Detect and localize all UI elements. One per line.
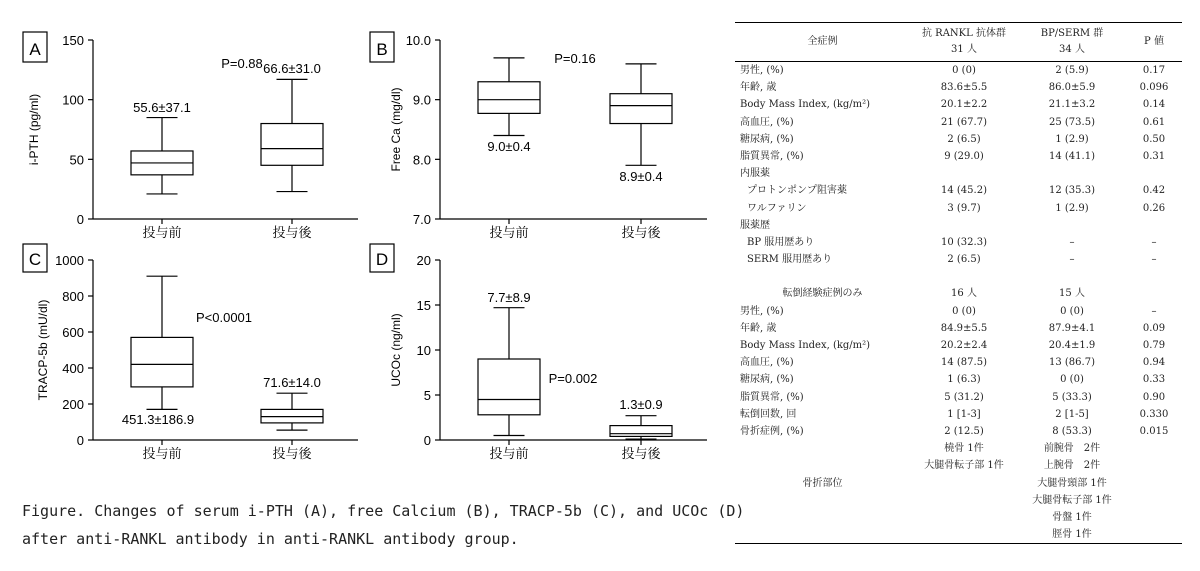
- table-cell-c1: 5 (31.2): [944, 391, 984, 403]
- table-cell-c3: 0.79: [1142, 340, 1166, 351]
- y-tick-label: 20: [416, 253, 431, 268]
- box-iqr: [131, 337, 193, 387]
- table-cell-c0: 糖尿病, (%): [740, 133, 794, 145]
- table-cell-c3: [1126, 268, 1182, 285]
- table-cell-c1: 0 (0): [952, 305, 976, 317]
- table-cell-c2: 86.0±5.9: [1048, 82, 1096, 94]
- table-cell-c0: 男性, (%): [740, 65, 784, 76]
- table-cell-c0: 年齢, 歳: [740, 322, 777, 334]
- table-cell-c2: 21.1±3.2: [1048, 99, 1096, 111]
- table-cell-c2: [1018, 268, 1126, 285]
- header-p-value: P 値: [1144, 36, 1164, 47]
- panel-letter: C: [28, 250, 42, 269]
- fracture-site-entry: 大腿骨転子部 1件: [1032, 494, 1112, 506]
- table-cell-c3: [1126, 217, 1182, 234]
- table-cell-c0: 高血圧, (%): [740, 116, 794, 128]
- patient-characteristics-table: [735, 22, 1182, 544]
- table-cell-c1: 0 (0): [952, 65, 976, 76]
- y-tick-label: 8.0: [412, 152, 431, 168]
- fracture-site-bp-serm: [1018, 440, 1126, 543]
- table-cell-c2: 13 (86.7): [1049, 357, 1095, 369]
- table-cell-c0: 転倒経験症例のみ: [782, 288, 863, 300]
- table-cell-c1: [910, 268, 1018, 285]
- table-cell-c3: 0.015: [1139, 425, 1169, 437]
- table-row: [735, 148, 1182, 165]
- table-cell-c3: 0.14: [1142, 99, 1166, 111]
- table-body-fall-cases: [735, 285, 1182, 440]
- box-iqr: [261, 124, 323, 166]
- fracture-site-anti-rankl: [910, 440, 1018, 474]
- table-cell-c1: 20.2±2.4: [940, 340, 988, 351]
- table-cell-c0: ワルファリン: [747, 202, 807, 214]
- table-row: [735, 320, 1182, 337]
- table-row: [735, 251, 1182, 268]
- table-cell-c1: [910, 165, 1018, 182]
- y-axis-label: i-PTH (pg/ml): [27, 93, 41, 166]
- box-iqr: [610, 426, 672, 437]
- x-tick-label: 投与後: [621, 447, 661, 462]
- table-cell-c2: 20.4±1.9: [1048, 340, 1096, 351]
- table-cell-c1: 2 (6.5): [947, 133, 981, 145]
- p-value-label: P=0.002: [548, 371, 598, 386]
- table-row: [735, 79, 1182, 96]
- table-cell-c2: 1 (2.9): [1055, 133, 1089, 145]
- panel-letter: D: [375, 250, 389, 269]
- x-tick-label: 投与前: [142, 226, 182, 241]
- y-axis-label: UCOc (ng/ml): [389, 313, 403, 387]
- table-cell-c0: Body Mass Index, (kg/m²): [740, 340, 871, 351]
- table-row: [735, 423, 1182, 440]
- y-tick-label: 50: [69, 152, 84, 168]
- table-cell-c0: SERM 服用歴あり: [747, 254, 833, 266]
- table-cell-c2: 87.9±4.1: [1048, 322, 1096, 334]
- table-row: [735, 389, 1182, 406]
- table-cell-c0: 骨折症例, (%): [740, 425, 804, 437]
- table-row: [735, 62, 1182, 79]
- table-cell-c3: 0.61: [1142, 116, 1166, 128]
- y-tick-label: 1000: [55, 253, 84, 268]
- table-cell-c2: –: [1069, 254, 1075, 266]
- table-header: [735, 23, 1182, 62]
- figure-caption: [22, 497, 745, 553]
- table-cell-c3: –: [1151, 305, 1157, 317]
- table-row: [735, 303, 1182, 320]
- y-tick-label: 10: [416, 343, 431, 358]
- table-cell-c3: –: [1151, 254, 1157, 266]
- x-tick-label: 投与前: [142, 447, 182, 462]
- table-cell-c0: BP 服用歴あり: [747, 236, 815, 248]
- mean-sd-annotation: 71.6±14.0: [263, 375, 321, 390]
- table-cell-c2: 0 (0): [1060, 374, 1084, 386]
- table-cell-c2: 1 (2.9): [1055, 202, 1089, 214]
- table-cell-c1: 20.1±2.2: [940, 99, 988, 111]
- table-cell-c2: 2 (5.9): [1055, 65, 1089, 76]
- table-cell-c3: 0.09: [1142, 322, 1166, 334]
- table-cell-c1: 83.6±5.5: [940, 82, 988, 94]
- y-tick-label: 400: [62, 361, 84, 376]
- table-row: [735, 285, 1182, 302]
- y-tick-label: 10.0: [405, 33, 431, 48]
- table-row: [735, 371, 1182, 388]
- mean-sd-annotation: 9.0±0.4: [487, 139, 531, 154]
- table-cell-c1: 21 (67.7): [941, 116, 987, 128]
- fracture-site-entry: 大腿骨頸部 1件: [1037, 477, 1107, 489]
- table-cell-c1: 14 (45.2): [941, 185, 987, 197]
- fracture-site-entry: 脛骨 1件: [1052, 529, 1092, 541]
- table-cell-c2: 15 人: [1059, 288, 1085, 300]
- table-cell-c3: 0.94: [1142, 357, 1166, 369]
- table-cell-c3: 0.096: [1139, 82, 1169, 94]
- mean-sd-annotation: 1.3±0.9: [619, 397, 663, 412]
- table-row: [735, 131, 1182, 148]
- box-iqr: [478, 82, 540, 114]
- panel-letter: B: [376, 40, 388, 59]
- table-row: [735, 337, 1182, 354]
- table-cell-c2: 5 (33.3): [1052, 391, 1092, 403]
- table-cell-c0: 男性, (%): [740, 305, 784, 317]
- table-cell-c2: 12 (35.3): [1049, 185, 1095, 197]
- table-cell-c0: 転倒回数, 回: [740, 408, 797, 420]
- table-cell-c2: 0 (0): [1060, 305, 1084, 317]
- box-iqr: [610, 94, 672, 124]
- header-bp-serm-group: BP/SERM 群 34 人: [1040, 28, 1104, 55]
- y-axis-label: TRACP-5b (mU/dl): [36, 299, 50, 401]
- table-row: [735, 268, 1182, 285]
- mean-sd-annotation: 7.7±8.9: [487, 290, 531, 305]
- y-tick-label: 0: [76, 433, 84, 448]
- fracture-site-label: 骨折部位: [802, 478, 843, 490]
- table-cell-c0: 脂質異常, (%): [740, 150, 804, 162]
- table-cell-c3: 0.33: [1142, 374, 1166, 386]
- header-all-cases: 全症例: [807, 36, 838, 47]
- table-row: [735, 217, 1182, 234]
- table-cell-c1: [910, 217, 1018, 234]
- y-tick-label: 200: [62, 397, 84, 412]
- table-cell-c3: –: [1151, 236, 1157, 248]
- table-cell-c1: 16 人: [951, 288, 977, 300]
- table-cell-c1: 1 [1-3]: [947, 408, 981, 420]
- mean-sd-annotation: 66.6±31.0: [263, 61, 321, 76]
- y-tick-label: 15: [416, 298, 431, 313]
- table-row: [735, 96, 1182, 113]
- table-cell-c0: 高血圧, (%): [740, 357, 794, 369]
- y-tick-label: 600: [62, 325, 84, 340]
- y-tick-label: 100: [62, 92, 84, 108]
- y-axis-label: Free Ca (mg/dl): [389, 87, 403, 172]
- mean-sd-annotation: 8.9±0.4: [619, 169, 663, 184]
- table-cell-c1: 2 (6.5): [947, 254, 981, 266]
- x-tick-label: 投与後: [621, 226, 661, 241]
- table-row: [735, 200, 1182, 217]
- mean-sd-annotation: 55.6±37.1: [133, 100, 191, 115]
- x-tick-label: 投与後: [272, 447, 312, 462]
- table-cell-c2: 14 (41.1): [1049, 150, 1095, 162]
- table-cell-c1: 84.9±5.5: [940, 322, 988, 334]
- p-value-label: P=0.16: [554, 51, 596, 66]
- table-row: [735, 234, 1182, 251]
- table-row: [735, 114, 1182, 131]
- table-cell-c2: 25 (73.5): [1049, 116, 1095, 128]
- table-cell-c1: 9 (29.0): [944, 150, 984, 162]
- y-tick-label: 800: [62, 289, 84, 304]
- fracture-site-entry: 大腿骨転子部 1件: [924, 460, 1004, 472]
- x-tick-label: 投与前: [489, 447, 529, 462]
- table-cell-c1: 2 (12.5): [944, 425, 984, 437]
- table-cell-c3: 0.42: [1142, 185, 1166, 197]
- p-value-label: P<0.0001: [195, 310, 253, 325]
- table-cell-c1: 14 (87.5): [941, 357, 987, 369]
- panel-letter: A: [29, 40, 41, 59]
- table-row: [735, 182, 1182, 199]
- table-cell-c0: 年齢, 歳: [740, 82, 777, 94]
- table-cell-c0: 内服薬: [740, 168, 770, 180]
- table-row: [735, 165, 1182, 182]
- table-cell-c2: 8 (53.3): [1052, 425, 1092, 437]
- y-tick-label: 5: [423, 388, 431, 403]
- table-cell-c2: 2 [1-5]: [1055, 408, 1089, 420]
- fracture-site-row: [735, 440, 1182, 543]
- table-cell-c1: 3 (9.7): [947, 202, 981, 214]
- table-cell-c2: [1018, 165, 1126, 182]
- table-body-all-cases: [735, 62, 1182, 285]
- table-cell-c3: 0.90: [1142, 391, 1166, 403]
- fracture-site-entry: 前腕骨 2件: [1043, 443, 1101, 455]
- x-tick-label: 投与後: [272, 226, 312, 241]
- y-tick-label: 7.0: [412, 212, 431, 227]
- y-tick-label: 150: [62, 33, 84, 48]
- table-cell-c0: 服薬歴: [740, 219, 770, 231]
- table-cell-c3: 0.31: [1142, 150, 1166, 162]
- table-cell-c0: プロトンポンプ阻害薬: [747, 185, 847, 197]
- y-tick-label: 0: [76, 212, 84, 227]
- table-cell-c1: 10 (32.3): [941, 236, 987, 248]
- box-iqr: [478, 359, 540, 415]
- table-cell-c3: 0.17: [1142, 65, 1166, 76]
- table-cell-c3: 0.330: [1139, 408, 1169, 420]
- table-cell-c2: –: [1069, 236, 1075, 248]
- fracture-site-entry: 骨盤 1件: [1052, 511, 1092, 523]
- caption-line-2: after anti-RANKL antibody in anti-RANKL antibody group.: [22, 530, 519, 548]
- fracture-site-entry: 上腕骨 2件: [1043, 460, 1101, 472]
- table-cell-c2: [1018, 217, 1126, 234]
- table-cell-c3: 0.26: [1142, 202, 1166, 214]
- p-value-label: P=0.88: [221, 56, 263, 71]
- table-cell-c0: 脂質異常, (%): [740, 391, 804, 403]
- mean-sd-annotation: 451.3±186.9: [121, 412, 195, 427]
- table-cell-c3: 0.50: [1142, 133, 1166, 145]
- table-row: [735, 354, 1182, 371]
- y-tick-label: 9.0: [412, 92, 431, 108]
- fracture-site-entry: 橈骨 1件: [944, 443, 984, 455]
- table-cell-c3: [1126, 285, 1182, 302]
- caption-line-1: Figure. Changes of serum i-PTH (A), free Calcium (B), TRACP-5b (C), and UCOc (D): [22, 502, 745, 520]
- x-tick-label: 投与前: [489, 226, 529, 241]
- table-cell-c3: [1126, 165, 1182, 182]
- table-cell-c0: 糖尿病, (%): [740, 374, 794, 386]
- header-anti-rankl-group: 抗 RANKL 抗体群 31 人: [922, 28, 1006, 55]
- table-cell-c0: Body Mass Index, (kg/m²): [740, 99, 871, 111]
- table-row: [735, 406, 1182, 423]
- table-cell-c1: 1 (6.3): [947, 374, 981, 386]
- y-tick-label: 0: [423, 433, 431, 448]
